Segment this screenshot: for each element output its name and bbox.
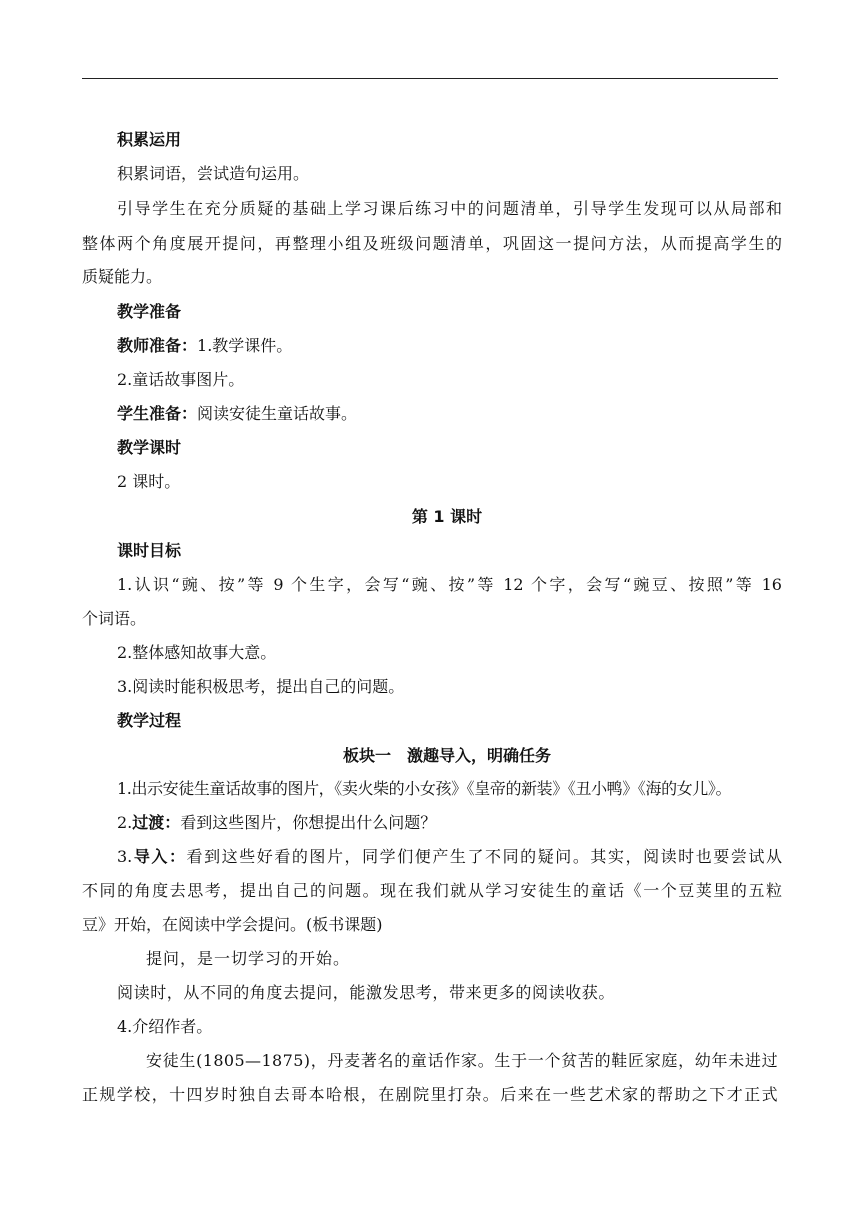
teacher-prep-text: 1.教学课件。: [197, 336, 293, 355]
step-3-num: 3.: [117, 847, 133, 866]
student-prep-label: 学生准备：: [117, 404, 198, 423]
hours-heading: 教学课时: [117, 438, 182, 457]
hours-text: 2 课时。: [117, 472, 181, 491]
process-heading: 教学过程: [117, 711, 182, 730]
accumulate-heading: 积累运用: [117, 130, 182, 149]
step-3-label: 导入：: [132, 847, 187, 866]
step-4: 4.介绍作者。: [117, 1017, 213, 1036]
student-prep: [117, 403, 782, 425]
goal-3: 3.阅读时能积极思考，提出自己的问题。: [117, 677, 405, 696]
goal-1-line-1: 1.认识“豌、按”等 9 个生字，会写“豌、按”等 12 个字，会写“豌豆、按照”等 16: [117, 575, 782, 594]
teacher-prep: [117, 335, 782, 357]
board-line-2: 阅读时，从不同的角度去提问，能激发思考，带来更多的阅读收获。: [117, 983, 616, 1002]
teacher-prep-2: 2.童话故事图片。: [117, 370, 245, 389]
guide-para-line-3: 质疑能力。: [82, 267, 163, 286]
step-3-line-2: 不同的角度去思考，提出自己的问题。现在我们就从学习安徒生的童话《一个豆荚里的五粒: [82, 881, 782, 900]
step-2: [117, 812, 782, 834]
author-line-2: 正规学校，十四岁时独自去哥本哈根，在剧院里打杂。后来在一些艺术家的帮助之下才正式: [82, 1085, 778, 1104]
prep-heading: 教学准备: [117, 302, 182, 321]
block-title: 板块一 激趣导入，明确任务: [342, 746, 551, 765]
step-2-num: 2.: [117, 813, 133, 832]
goal-1-line-2: 个词语。: [82, 609, 147, 628]
teacher-prep-label: 教师准备：: [117, 336, 198, 355]
accumulate-text: 积累词语，尝试造句运用。: [117, 164, 310, 183]
lesson-title: 第 1 课时: [411, 507, 483, 526]
author-line-1: 安徒生(1805—1875)，丹麦著名的童话作家。生于一个贫苦的鞋匠家庭，幼年未进过: [146, 1051, 778, 1070]
header-rule: [82, 78, 778, 79]
board-line-1: 提问，是一切学习的开始。: [146, 949, 351, 968]
student-prep-text: 阅读安徒生童话故事。: [197, 404, 358, 423]
step-1: 1.出示安徒生童话故事的图片，《卖火柴的小女孩》《皇帝的新装》《丑小鸭》《海的女儿》。: [117, 779, 732, 798]
goal-2: 2.整体感知故事大意。: [117, 643, 277, 662]
step-3-line-3: 豆》开始，在阅读中学会提问。(板书课题): [82, 915, 383, 934]
step-3-text: 看到这些好看的图片，同学们便产生了不同的疑问。其实，阅读时也要尝试从: [186, 847, 782, 866]
goals-heading: 课时目标: [117, 541, 182, 560]
step-2-label: 过渡：: [132, 813, 181, 832]
guide-para-line-2: 整体两个角度展开提问，再整理小组及班级问题清单，巩固这一提问方法，从而提高学生的: [82, 234, 782, 253]
step-3-line-1: [117, 846, 782, 868]
step-2-text: 看到这些图片，你想提出什么问题？: [180, 813, 437, 832]
guide-para-line-1: 引导学生在充分质疑的基础上学习课后练习中的问题清单，引导学生发现可以从局部和: [117, 199, 782, 218]
